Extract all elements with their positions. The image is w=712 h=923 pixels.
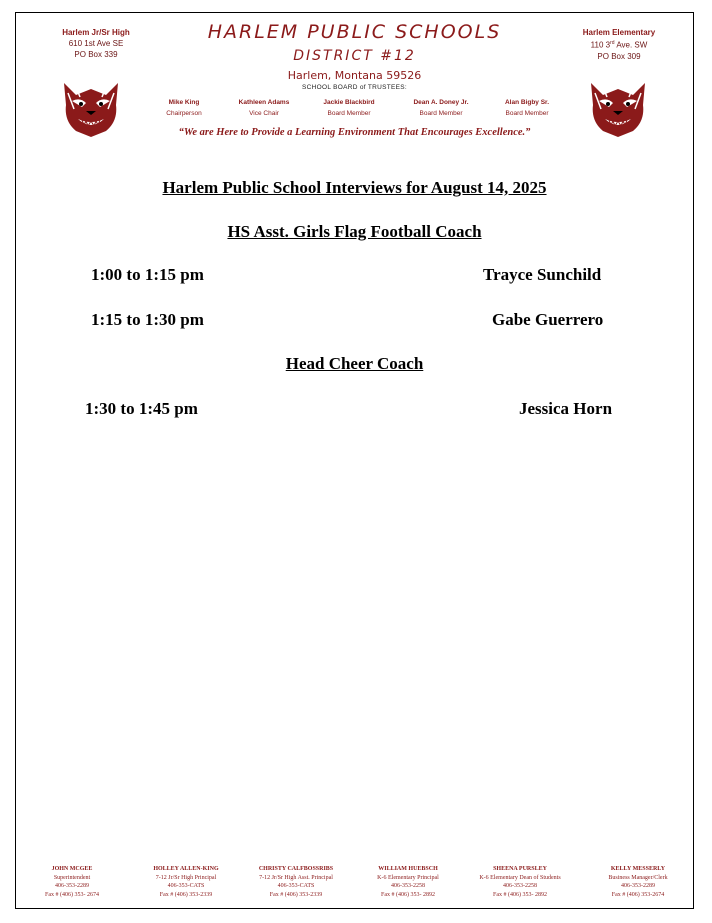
staff-fax: Fax # (406) 353- 2892 (381, 891, 435, 898)
right-school-street: 110 3rd Ave. SW (590, 40, 648, 50)
district-city: Harlem, Montana 59526 (287, 69, 422, 82)
trustee-name: Alan Bigby Sr. (504, 99, 550, 106)
candidate-name: Jessica Horn (519, 399, 613, 418)
staff-fax: Fax # (406) 353-2674 (611, 891, 665, 898)
district-title: HARLEM PUBLIC SCHOOLS (207, 21, 502, 43)
staff-role: Superintendent (53, 874, 91, 881)
trustee (219, 97, 309, 119)
staff-phone: 406-353-CATS (277, 883, 315, 889)
trustee (304, 97, 394, 119)
staff-role: K-6 Elementary Dean of Students (479, 874, 561, 881)
staff-name: HOLLEY ALLEN-KING (153, 866, 219, 872)
staff-fax: Fax # (406) 353- 2674 (45, 891, 99, 898)
interview-time: 1:30 to 1:45 pm (85, 399, 198, 418)
staff-contact (128, 865, 244, 899)
trustee (139, 97, 229, 119)
section-title: HS Asst. Girls Flag Football Coach (227, 222, 482, 241)
staff-name: KELLY MESSERLY (610, 866, 666, 872)
trustee-role: Board Member (505, 110, 549, 117)
staff-phone: 406-353-2289 (55, 883, 89, 889)
staff-name: JOHN MCGEE (51, 866, 93, 872)
staff-name: CHRISTY CALFBOSSRIBS (258, 866, 334, 872)
staff-phone: 406-353-2258 (503, 883, 537, 889)
section-title: Head Cheer Coach (285, 354, 424, 373)
trustee (396, 97, 486, 119)
candidate-name: Gabe Guerrero (492, 310, 604, 329)
left-school-street: 610 1st Ave SE (68, 39, 124, 48)
staff-phone: 406-353-2258 (391, 883, 425, 889)
left-school-name: Harlem Jr/Sr High (62, 28, 130, 37)
staff-role: Business Manager/Clerk (608, 874, 668, 881)
staff-phone: 406-353-CATS (167, 883, 205, 889)
staff-fax: Fax # (406) 353-2339 (159, 891, 213, 898)
district-motto: “We are Here to Provide a Learning Environment That Encourages Excellence.” (178, 127, 531, 138)
left-school-pobox: PO Box 339 (74, 50, 118, 59)
trustee-name: Mike King (168, 99, 200, 106)
staff-name: WILLIAM HUEBSCH (378, 866, 438, 872)
letterhead-page (15, 12, 694, 909)
trustee-name: Jackie Blackbird (323, 99, 375, 106)
staff-contact (462, 865, 578, 899)
right-school-name: Harlem Elementary (582, 28, 656, 37)
staff-role: K-6 Elementary Principal (377, 874, 439, 881)
page-title: Harlem Public School Interviews for August 14, 2025 (162, 178, 547, 197)
trustee-name: Kathleen Adams (238, 99, 290, 106)
candidate-name: Trayce Sunchild (483, 265, 602, 284)
trustee (482, 97, 572, 119)
staff-fax: Fax # (406) 353- 2892 (493, 891, 547, 898)
staff-role: 7-12 Jr/Sr High Principal (155, 874, 217, 881)
interview-time: 1:00 to 1:15 pm (91, 265, 204, 284)
staff-fax: Fax # (406) 353-2339 (269, 891, 323, 898)
board-title: SCHOOL BOARD of TRUSTEES: (301, 84, 408, 91)
trustee-name: Dean A. Doney Jr. (413, 99, 469, 106)
trustee-role: Board Member (419, 110, 463, 117)
trustee-role: Board Member (327, 110, 371, 117)
district-number: DISTRICT #12 (293, 48, 416, 64)
staff-phone: 406-353-2289 (621, 883, 655, 889)
staff-contact (350, 865, 466, 899)
staff-role: 7-12 Jr/Sr High Asst. Principal (259, 874, 333, 881)
staff-contact (14, 865, 130, 899)
staff-contact (238, 865, 354, 899)
interview-time: 1:15 to 1:30 pm (91, 310, 204, 329)
staff-name: SHEENA PURSLEY (493, 866, 547, 872)
staff-contact (580, 865, 696, 899)
right-school-pobox: PO Box 309 (597, 51, 641, 61)
trustee-role: Vice Chair (249, 110, 279, 117)
trustee-role: Chairperson (166, 110, 202, 117)
